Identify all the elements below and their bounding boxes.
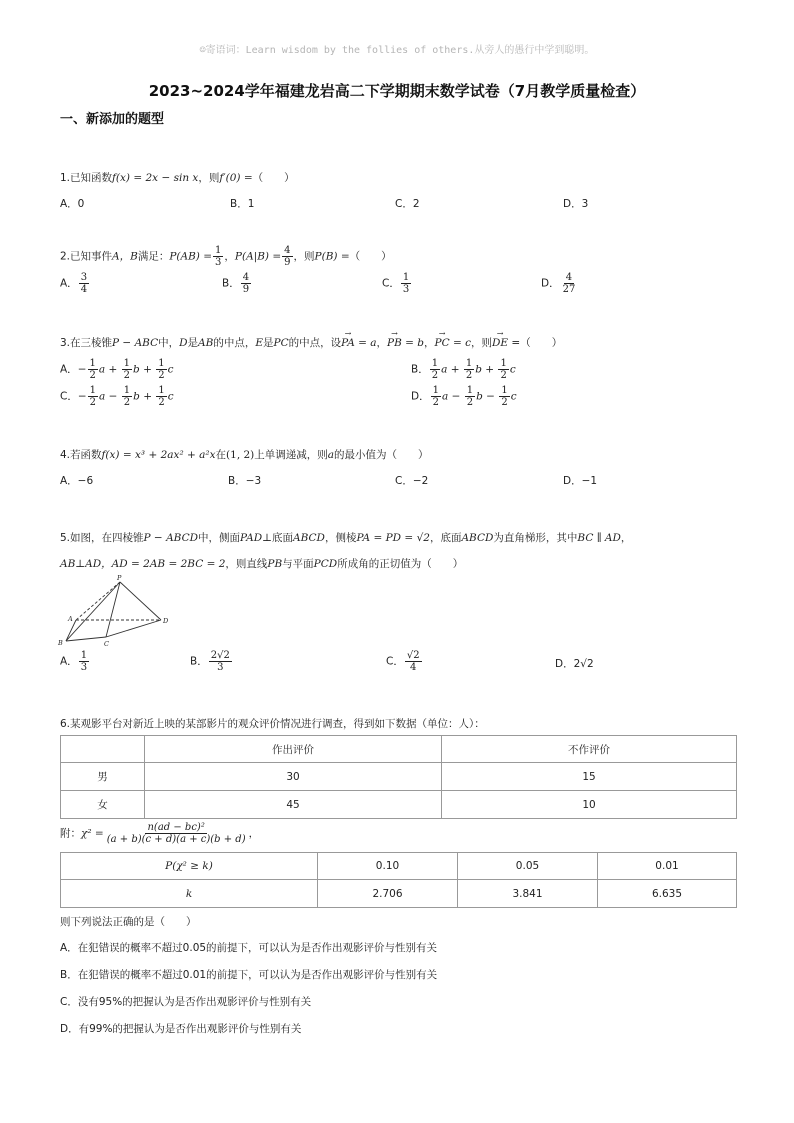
q1-derivative: f′(0) =: [219, 172, 253, 184]
note-comma: ，: [248, 827, 260, 840]
q6-option-b[interactable]: B．在犯错误的概率不超过0.01的前提下，可以认为是否作出观影评价与性别有关: [60, 969, 438, 981]
page-title: 2023~2024学年福建龙岩高二下学期期末数学试卷（7月教学质量检查）: [148, 82, 646, 100]
q2-option-c[interactable]: C． $\frac{1}{3}$: [382, 272, 410, 295]
q2-text: ，则: [293, 250, 315, 263]
q3-seg-pc: PC: [273, 337, 289, 349]
q6-option-d[interactable]: D．有99%的把握认为是否作出观影评价与性别有关: [60, 1023, 302, 1035]
fig-label-p: P: [117, 574, 122, 582]
question-1-stem: [60, 170, 295, 185]
q3-text: ，则: [471, 337, 492, 349]
q1-option-a[interactable]: A．0: [60, 198, 85, 210]
q4-option-a[interactable]: A．−6: [60, 475, 94, 487]
watermark: ☺寄语词：Learn wisdom by the follies of others.从旁人的愚行中学到聪明。: [199, 45, 595, 56]
q3-text: 是: [187, 337, 199, 349]
q3-eq: = c: [449, 337, 471, 349]
table-row: [61, 853, 737, 880]
q3-text: 的中点，: [213, 337, 256, 349]
cv-cell: 0.01: [598, 853, 737, 880]
q2-pab: P(AB) =: [169, 250, 213, 263]
q5-pyramid: P − ABCD: [143, 532, 199, 544]
q5-text: 为直角梯形，其中: [493, 532, 578, 544]
q5-plane-pcd: PCD: [313, 558, 338, 570]
q6-option-a[interactable]: A．在犯错误的概率不超过0.05的前提下，可以认为是否作出观影评价与性别有关: [60, 942, 438, 954]
q5-text: 中，侧面: [198, 532, 241, 544]
q3-eq: = b: [401, 337, 425, 349]
q5-option-b[interactable]: B． $\frac{2√2}{3}$: [190, 650, 230, 673]
cv-cell: 2.706: [318, 880, 458, 908]
cv-label-p: P(χ² ≥ k): [61, 853, 318, 880]
q1-text: （ ）: [252, 172, 295, 184]
note-label: 附：: [60, 827, 81, 840]
q4-text: 的最小值为（ ）: [334, 449, 429, 461]
q3-text: =（ ）: [508, 337, 563, 349]
q3-option-b[interactable]: B． $\frac{1}{2}$ a + $\frac{1}{2}$ b + $\frac{1}{2}$ c: [411, 358, 516, 381]
chi-symbol: χ² =: [81, 827, 104, 840]
question-3-stem: 3.在三棱锥P − ABC中，D是AB的中点，E是PC的中点，设→ PA = a，→ PB = b，→ PC = c，则→ DE =（ ）: [60, 335, 562, 350]
q5-edges: PA = PD = √2: [356, 532, 430, 544]
cv-cell: 0.10: [318, 853, 458, 880]
question-2-stem: 2.已知事件A，B满足：P(AB) = $\frac{1}{3}$ ，P(A|B) = $\frac{4}{9}$ ，则P(B) =（ ）: [60, 245, 392, 268]
q2-events: A，B: [112, 250, 138, 263]
survey-header-no-evaluate: 不作评价: [442, 736, 737, 763]
q3-vec-pa: → PA: [341, 337, 355, 349]
q1-option-c[interactable]: C．2: [395, 198, 420, 210]
q2-option-b[interactable]: B． $\frac{4}{9}$: [222, 272, 250, 295]
question-5-line-1: [60, 530, 631, 545]
q3-eq: = a: [354, 337, 377, 349]
cv-cell: 6.635: [598, 880, 737, 908]
table-row: [61, 791, 737, 819]
survey-cell: 15: [442, 763, 737, 791]
survey-header-blank: [61, 736, 145, 763]
survey-table: [60, 735, 737, 819]
q2-option-a[interactable]: A． $\frac{3}{4}$: [60, 272, 88, 295]
question-6-stem: 6.某观影平台对新近上映的某部影片的观众评价情况进行调查，得到如下数据（单位：人）：: [60, 718, 485, 730]
q5-text: 与平面: [282, 558, 314, 570]
q4-function: f(x) = x³ + 2ax² + a²x: [101, 449, 216, 461]
q2-frac-pagb: $\frac{4}{9}$: [284, 245, 291, 268]
q5-option-a[interactable]: A． $\frac{1}{3}$: [60, 650, 88, 673]
q2-pagb: P(A|B) =: [234, 250, 282, 263]
survey-cell: 女: [61, 791, 145, 819]
q1-text: 1.已知函数: [60, 172, 113, 184]
q3-text: 中，: [158, 337, 180, 349]
survey-header-evaluate: 作出评价: [145, 736, 442, 763]
q3-vec-pc: → PC: [435, 337, 450, 349]
chi-square-formula: [60, 822, 259, 845]
critical-value-table: [60, 852, 737, 908]
fig-label-b: B: [58, 639, 63, 647]
q2-text: （ ）: [349, 250, 392, 263]
q3-point-d: D: [179, 337, 188, 349]
survey-cell: 10: [442, 791, 737, 819]
question-4-stem: [60, 447, 429, 462]
table-row: [61, 763, 737, 791]
q3-option-d[interactable]: D． $\frac{1}{2}$ a − $\frac{1}{2}$ b − $\frac{1}{2}$ c: [411, 385, 517, 408]
fig-label-d: D: [163, 617, 169, 625]
q1-option-b[interactable]: B．1: [230, 198, 255, 210]
q3-vec-de: → DE: [492, 337, 508, 349]
q1-function: f(x) = 2x − sin x: [112, 172, 199, 184]
q5-option-d[interactable]: D．2√2: [555, 658, 594, 670]
pyramid-figure: [56, 574, 176, 650]
survey-cell: 男: [61, 763, 145, 791]
q4-interval: (1, 2): [226, 449, 255, 461]
q3-vec-pb: → PB: [387, 337, 402, 349]
q3-point-e: E: [255, 337, 264, 349]
q3-text: 是: [263, 337, 274, 349]
q5-parallel: BC ∥ AD: [577, 532, 621, 544]
q4-param: a: [327, 449, 335, 461]
q4-option-c[interactable]: C．−2: [395, 475, 429, 487]
q5-text: ，则直线: [225, 558, 268, 570]
q2-option-d[interactable]: D． $\frac{4}{27}$: [541, 272, 576, 295]
fig-label-a: A: [68, 615, 73, 623]
q3-option-c[interactable]: C．− $\frac{1}{2}$ a − $\frac{1}{2}$ b + $\frac{1}{2}$ c: [60, 385, 174, 408]
q3-text: 3.在三棱锥: [60, 337, 113, 349]
q4-option-d[interactable]: D．−1: [563, 475, 598, 487]
q2-pb: P(B) =: [314, 250, 350, 263]
survey-cell: 30: [145, 763, 442, 791]
q5-base: ABCD: [461, 532, 494, 544]
q5-base: ABCD: [293, 532, 325, 544]
q5-face: PAD⊥: [240, 532, 272, 544]
q2-text: 2.已知事件: [60, 250, 113, 263]
q6-ask: 则下列说法正确的是（ ）: [60, 916, 197, 928]
table-row: [61, 880, 737, 908]
q5-text: ，侧棱: [324, 532, 357, 544]
q4-text: 上单调递减，则: [254, 449, 328, 461]
q5-option-c[interactable]: C． $\frac{√2}{4}$: [386, 650, 420, 673]
q4-option-b[interactable]: B．−3: [228, 475, 262, 487]
q5-text: 所成角的正切值为（ ）: [337, 558, 464, 570]
q4-text: 4.若函数: [60, 449, 102, 461]
fig-label-c: C: [104, 640, 109, 648]
q3-seg-ab: AB: [198, 337, 214, 349]
cv-cell: 3.841: [458, 880, 598, 908]
q4-text: 在: [215, 449, 227, 461]
q5-text: ，: [620, 532, 632, 544]
q3-tetra: P − ABC: [112, 337, 159, 349]
q5-text: 底面: [272, 532, 293, 544]
q3-text: 的中点，设: [288, 337, 342, 349]
q1-text: ，则: [198, 172, 220, 184]
q5-text: ，底面: [429, 532, 462, 544]
q5-conditions: AB⊥AD，AD = 2AB = 2BC = 2: [60, 558, 226, 570]
q5-text: 5.如图，在四棱锥: [60, 532, 144, 544]
survey-cell: 45: [145, 791, 442, 819]
q6-option-c[interactable]: C．没有95%的把握认为是否作出观影评价与性别有关: [60, 996, 312, 1008]
cv-label-k: k: [61, 880, 318, 908]
section-heading: 一、新添加的题型: [60, 112, 165, 127]
q2-frac-pab: $\frac{1}{3}$: [215, 245, 222, 268]
q2-text: 满足：: [137, 250, 170, 263]
q3-option-a[interactable]: A．− $\frac{1}{2}$ a + $\frac{1}{2}$ b + $\frac{1}{2}$ c: [60, 358, 174, 381]
question-5-line-2: [60, 556, 463, 571]
q1-option-d[interactable]: D．3: [563, 198, 589, 210]
q5-line-pb: PB: [267, 558, 283, 570]
cv-cell: 0.05: [458, 853, 598, 880]
chi-fraction: $\frac{\text{n(ad − bc)²}}{(a + b)(c + d)(a + c)(b + d)}$: [106, 822, 246, 845]
